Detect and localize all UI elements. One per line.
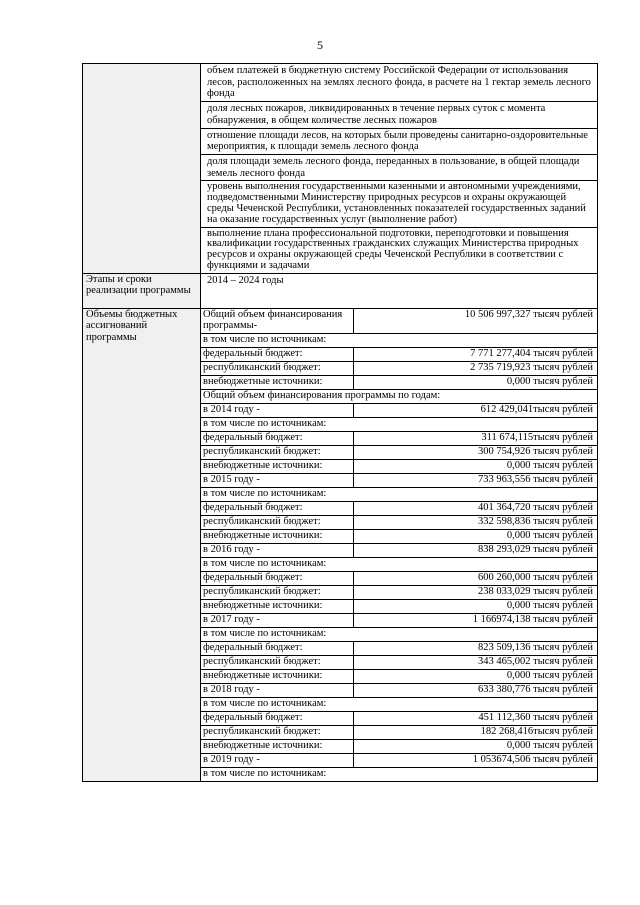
year-republic-row — [201, 725, 597, 739]
stages-label: Этапы и сроки реализации программы — [83, 273, 201, 308]
year-federal-row-value: 311 674,115тысяч рублей — [354, 431, 598, 445]
stages-value: 2014 – 2024 годы — [207, 274, 284, 286]
year-row-value: 838 293,029 тысяч рублей — [354, 543, 598, 557]
year-federal-row-value: 600 260,000 тысяч рублей — [354, 571, 598, 585]
year-row-value: 1 053674,506 тысяч рублей — [354, 753, 598, 767]
year-federal-row — [201, 571, 597, 585]
year-federal-row — [201, 641, 597, 655]
year-sources-heading — [201, 487, 597, 501]
year-sources-heading-label: в том числе по источникам: — [201, 767, 597, 781]
year-republic-row-value: 300 754,926 тысяч рублей — [354, 445, 598, 459]
year-republic-row-value: 343 465,002 тысяч рублей — [354, 655, 598, 669]
year-row-label: в 2018 году - — [201, 683, 354, 697]
stages-cell — [201, 273, 598, 308]
source-value: 7 771 277,404 тысяч рублей — [354, 347, 598, 361]
financing-label: Объемы бюджетных ассигнований программы — [83, 308, 201, 781]
year-row-label: в 2014 году - — [201, 403, 354, 417]
year-row-value: 1 166974,138 тысяч рублей — [354, 613, 598, 627]
year-extra-row-label: внебюджетные источники: — [201, 599, 354, 613]
year-extra-row — [201, 599, 597, 613]
year-federal-row — [201, 711, 597, 725]
year-federal-row — [201, 431, 597, 445]
year-sources-heading-label: в том числе по источникам: — [201, 417, 597, 431]
financing-row — [83, 308, 598, 781]
sources-heading-row — [201, 333, 597, 347]
year-republic-row — [201, 655, 597, 669]
year-sources-heading — [201, 557, 597, 571]
source-row — [201, 361, 597, 375]
stages-row — [83, 273, 598, 308]
target-indicator: объем платежей в бюджетную систему Российской Федерации от использования лесов, расположенных на землях лесного фонда, в расчете на 1 гектар земель лесного фонда — [207, 65, 591, 100]
source-value: 0,000 тысяч рублей — [354, 375, 598, 389]
year-federal-row — [201, 501, 597, 515]
year-republic-row — [201, 445, 597, 459]
financing-table — [201, 309, 597, 781]
year-republic-row-label: республиканский бюджет: — [201, 655, 354, 669]
year-row-value: 612 429,041тысяч рублей — [354, 403, 598, 417]
year-row — [201, 543, 597, 557]
year-federal-row-value: 823 509,136 тысяч рублей — [354, 641, 598, 655]
year-extra-row — [201, 739, 597, 753]
year-extra-row-label: внебюджетные источники: — [201, 459, 354, 473]
year-sources-heading — [201, 697, 597, 711]
year-row-label: в 2017 году - — [201, 613, 354, 627]
year-row — [201, 613, 597, 627]
source-label: федеральный бюджет: — [201, 347, 354, 361]
target-indicator: уровень выполнения государственными казенными и автономными учреждениями, подведомственными Министерству природных ресурсов и охраны окружающей среды Чеченской Республики, установленных показателей государственных заданий на оказание государственных услуг (выполнение работ) — [201, 180, 597, 226]
page-number: 5 — [317, 38, 323, 52]
targets-cell — [201, 64, 598, 274]
by-years-heading: Общий объем финансирования программы по годам: — [201, 389, 597, 403]
year-extra-row-value: 0,000 тысяч рублей — [354, 599, 598, 613]
total-label: Общий объем финансирования программы- — [201, 309, 354, 334]
year-republic-row-label: республиканский бюджет: — [201, 725, 354, 739]
year-extra-row-value: 0,000 тысяч рублей — [354, 529, 598, 543]
year-row-label: в 2019 году - — [201, 753, 354, 767]
year-sources-heading — [201, 417, 597, 431]
year-row — [201, 683, 597, 697]
year-row-label: в 2016 году - — [201, 543, 354, 557]
year-republic-row — [201, 515, 597, 529]
year-extra-row-value: 0,000 тысяч рублей — [354, 669, 598, 683]
year-extra-row-label: внебюджетные источники: — [201, 739, 354, 753]
year-federal-row-label: федеральный бюджет: — [201, 571, 354, 585]
year-extra-row — [201, 669, 597, 683]
year-republic-row-label: республиканский бюджет: — [201, 585, 354, 599]
target-indicator: отношение площади лесов, на которых были проведены санитарно-оздоровительные мероприятия, к площади земель лесного фонда — [201, 128, 597, 154]
year-row-value: 733 963,556 тысяч рублей — [354, 473, 598, 487]
year-row — [201, 403, 597, 417]
target-indicator: доля лесных пожаров, ликвидированных в течение первых суток с момента обнаружения, в общем количестве лесных пожаров — [201, 101, 597, 127]
year-extra-row-label: внебюджетные источники: — [201, 529, 354, 543]
total-row — [201, 309, 597, 334]
year-extra-row — [201, 459, 597, 473]
year-republic-row-value: 332 598,836 тысяч рублей — [354, 515, 598, 529]
year-federal-row-label: федеральный бюджет: — [201, 711, 354, 725]
total-value: 10 506 997,327 тысяч рублей — [464, 308, 593, 320]
year-federal-row-value: 451 112,360 тысяч рублей — [354, 711, 598, 725]
year-sources-heading — [201, 767, 597, 781]
year-federal-row-value: 401 364,720 тысяч рублей — [354, 501, 598, 515]
year-row — [201, 753, 597, 767]
target-indicator: доля площади земель лесного фонда, переданных в пользование, в общей площади земель лесного фонда — [201, 154, 597, 180]
year-republic-row-label: республиканский бюджет: — [201, 445, 354, 459]
source-label: внебюджетные источники: — [201, 375, 354, 389]
year-row-value: 633 380,776 тысяч рублей — [354, 683, 598, 697]
source-label: республиканский бюджет: — [201, 361, 354, 375]
program-passport-table — [82, 63, 598, 782]
year-extra-row-label: внебюджетные источники: — [201, 669, 354, 683]
year-republic-row-label: республиканский бюджет: — [201, 515, 354, 529]
year-sources-heading-label: в том числе по источникам: — [201, 627, 597, 641]
year-republic-row-value: 238 033,029 тысяч рублей — [354, 585, 598, 599]
year-sources-heading-label: в том числе по источникам: — [201, 487, 597, 501]
year-federal-row-label: федеральный бюджет: — [201, 501, 354, 515]
year-sources-heading — [201, 627, 597, 641]
year-extra-row-value: 0,000 тысяч рублей — [354, 459, 598, 473]
by-years-heading-row — [201, 389, 597, 403]
year-sources-heading-label: в том числе по источникам: — [201, 697, 597, 711]
year-republic-row-value: 182 268,416тысяч рублей — [354, 725, 598, 739]
targets-label-cell — [83, 64, 201, 274]
sources-heading: в том числе по источникам: — [201, 333, 597, 347]
year-extra-row-value: 0,000 тысяч рублей — [354, 739, 598, 753]
source-row — [201, 347, 597, 361]
financing-cell — [201, 308, 598, 781]
year-row-label: в 2015 году - — [201, 473, 354, 487]
year-sources-heading-label: в том числе по источникам: — [201, 557, 597, 571]
targets-row — [83, 64, 598, 274]
year-federal-row-label: федеральный бюджет: — [201, 431, 354, 445]
target-indicator: выполнение плана профессиональной подготовки, переподготовки и повышения квалификации государственных гражданских служащих Министерства природных ресурсов и охраны окружающей среды Чеченской Республики в соответствии с функциями и задачами — [201, 227, 597, 273]
year-federal-row-label: федеральный бюджет: — [201, 641, 354, 655]
source-row — [201, 375, 597, 389]
source-value: 2 735 719,923 тысяч рублей — [354, 361, 598, 375]
year-republic-row — [201, 585, 597, 599]
year-row — [201, 473, 597, 487]
year-extra-row — [201, 529, 597, 543]
